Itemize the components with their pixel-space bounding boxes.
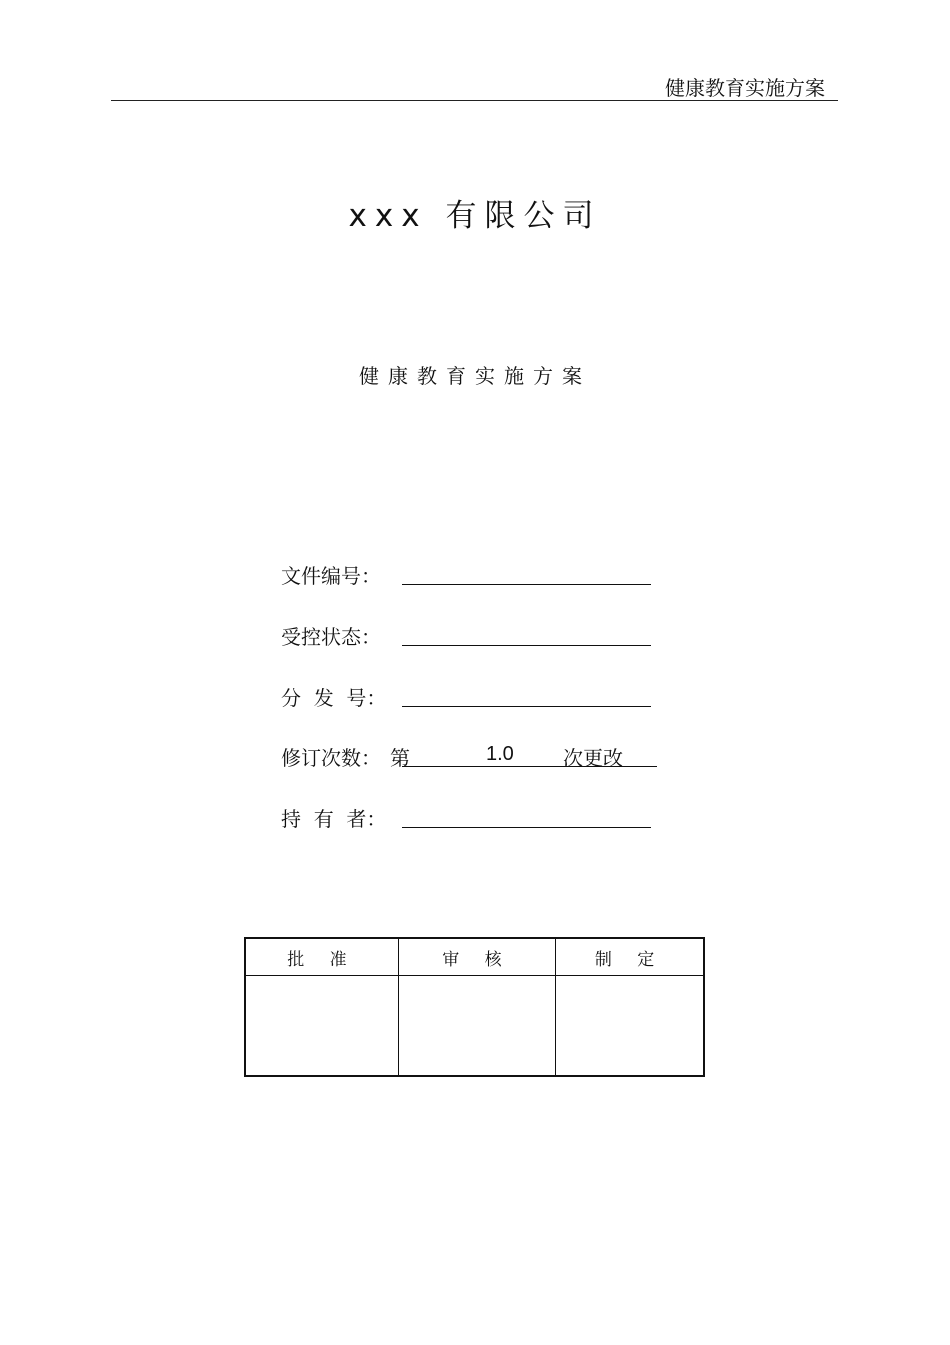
approval-cell-review [398,976,555,1077]
field-revision-count [281,742,671,772]
approval-header-row [245,938,704,976]
approval-header-approve: 批 准 [245,938,398,976]
field-blank-line [402,584,651,585]
field-distribution-number [281,682,661,712]
approval-cell-approve [245,976,398,1077]
field-control-status [281,621,661,651]
revision-value: 1.0 [486,743,514,765]
field-label: 文件编号： [281,564,381,588]
field-blank-line [402,706,651,707]
field-file-number [281,560,661,590]
field-blank-line [402,827,651,828]
revision-prefix: 第 [390,746,410,770]
approval-header-prepare: 制 定 [556,938,704,976]
approval-header-review: 审 核 [398,938,555,976]
running-header-title: 健康教育实施方案 [665,76,825,100]
field-holder [281,803,661,833]
approval-signature-row [245,976,704,1077]
revision-suffix: 次更改 [563,746,623,770]
header-divider [111,100,838,101]
field-blank-line [402,645,651,646]
field-label: 修订次数： [281,746,381,770]
field-label: 分 发 号： [281,686,387,710]
document-title: 健康教育实施方案 [359,364,591,388]
field-label: 受控状态： [281,625,381,649]
approval-table [244,937,705,1077]
field-label: 持 有 者： [281,807,387,831]
company-name: xxx 有限公司 [348,198,602,234]
approval-cell-prepare [556,976,704,1077]
